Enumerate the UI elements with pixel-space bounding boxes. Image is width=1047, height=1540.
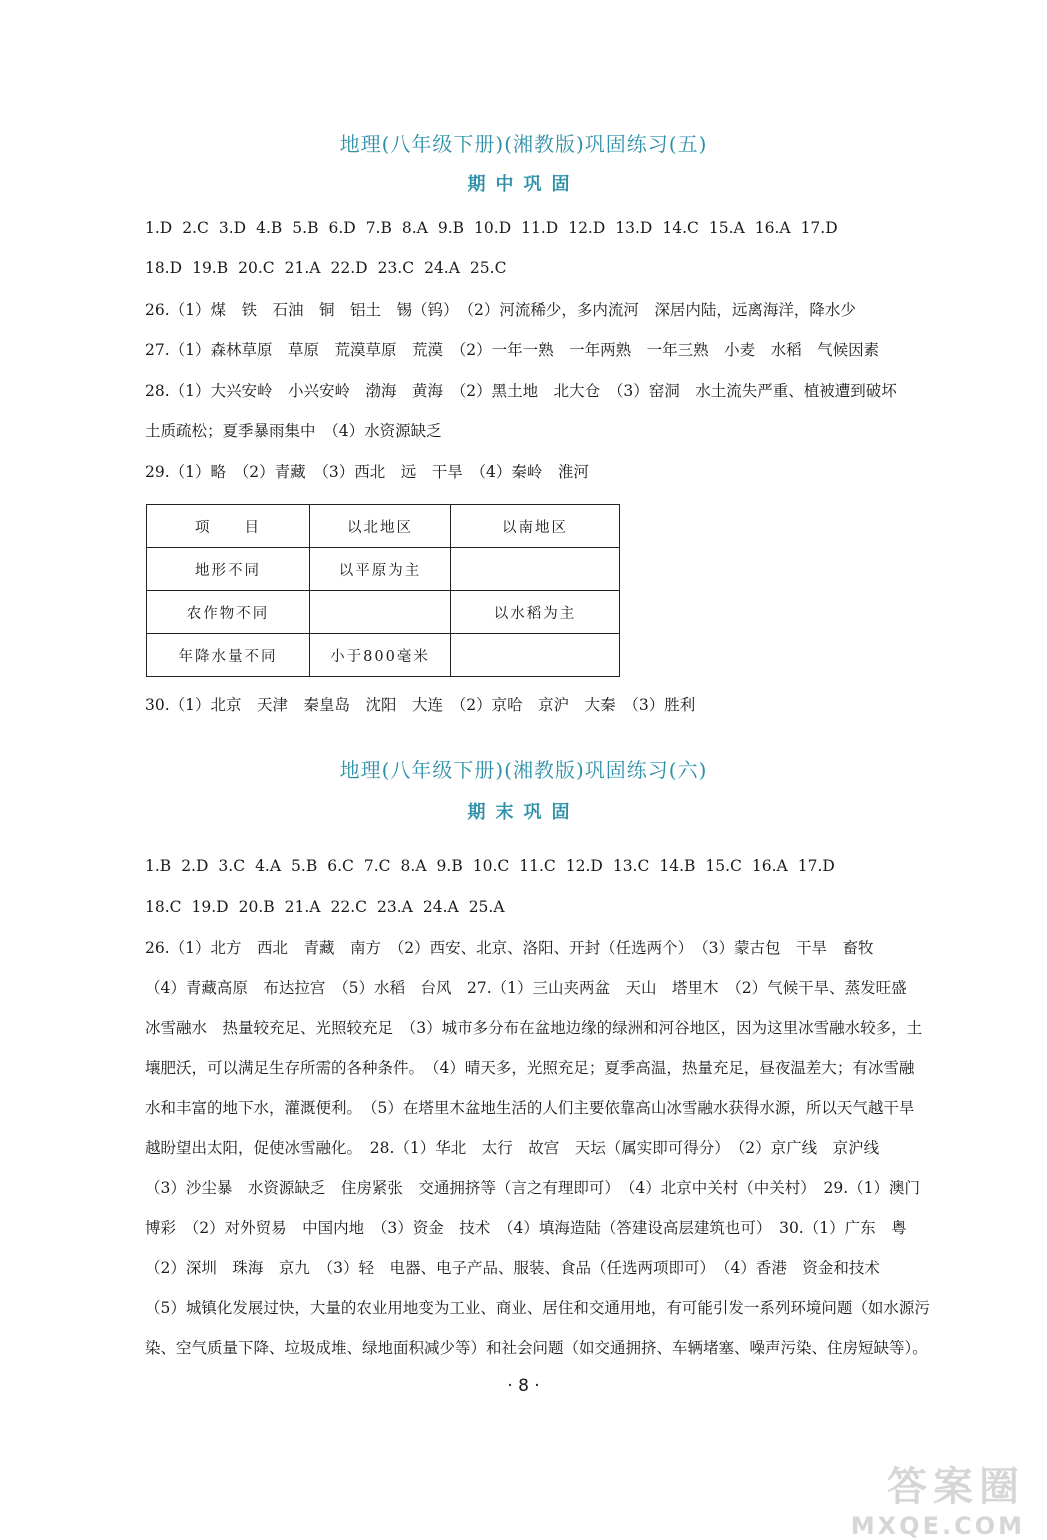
answer-item: 5.B	[292, 219, 319, 237]
answer-item: 22.D	[330, 259, 368, 277]
section1-title: 地理(八年级下册)(湘教版)巩固练习(五)	[339, 132, 708, 156]
section2-mc-row1	[145, 857, 985, 875]
table-header-row	[147, 505, 620, 548]
section2-line: （3）沙尘暴 水资源缺乏 住房紧张 交通拥挤等（言之有理即可） （4）北京中关村（中关村） 29.（1）澳门	[145, 1179, 920, 1197]
answer-item: 12.D	[568, 219, 606, 237]
table-header-cell: 以南地区	[451, 505, 620, 548]
answer-item: 13.D	[615, 219, 653, 237]
answer-item: 10.D	[474, 219, 512, 237]
section1-line: 土质疏松；夏季暴雨集中 （4）水资源缺乏	[145, 422, 442, 440]
answer-item: 25.C	[469, 259, 507, 277]
table-row	[147, 591, 620, 634]
answer-item: 6.C	[327, 857, 354, 875]
answer-item: 2.C	[182, 219, 209, 237]
answer-item: 19.B	[192, 259, 229, 277]
answer-item: 11.D	[521, 219, 559, 237]
table-row	[147, 548, 620, 591]
section1-subtitle: 期中巩固	[467, 174, 580, 195]
answer-item: 8.A	[401, 219, 428, 237]
section2-line: （4）青藏高原 布达拉宫 （5）水稻 台风 27.（1）三山夹两盆 天山 塔里木 （2）气候干旱、蒸发旺盛	[145, 979, 907, 997]
section2-line: 越盼望出太阳，促使冰雪融化。 28.（1）华北 太行 故宫 天坛（属实即可得分） （2）京广线 京沪线	[145, 1139, 880, 1157]
answer-item: 6.D	[328, 219, 356, 237]
table-cell: 以水稻为主	[451, 591, 620, 634]
watermark-text: 答案圈	[887, 1464, 1025, 1510]
answer-item: 21.A	[284, 898, 321, 916]
answer-item: 11.C	[519, 857, 556, 875]
section1-line: 27.（1）森林草原 草原 荒漠草原 荒漠 （2）一年一熟 一年两熟 一年三熟 小麦 水稻 气候因素	[145, 341, 880, 359]
answer-item: 3.C	[218, 857, 246, 875]
table-cell: 小于800毫米	[310, 634, 451, 677]
section2-line: 博彩 （2）对外贸易 中国内地 （3）资金 技术 （4）填海造陆（答建设高层建筑也可） 30.（1）广东 粤	[145, 1219, 907, 1237]
answer-item: 2.D	[181, 857, 209, 875]
answer-item: 24.A	[424, 259, 460, 277]
section2-line: （2）深圳 珠海 京九 （3）轻 电器、电子产品、服装、食品（任选两项即可） （4）香港 资金和技术	[145, 1259, 880, 1277]
section1-mc-row2	[145, 259, 985, 277]
answer-item: 12.D	[565, 857, 603, 875]
table-cell	[310, 591, 451, 634]
section2-line: 染、空气质量下降、垃圾成堆、绿地面积减少等）和社会问题（如交通拥挤、车辆堵塞、噪声污染、住房短缺等）。	[145, 1339, 928, 1357]
answer-item: 7.B	[365, 219, 392, 237]
answer-item: 21.A	[284, 259, 321, 277]
table-cell: 以平原为主	[310, 548, 451, 591]
answer-item: 15.A	[708, 219, 745, 237]
table-header-cell: 以北地区	[310, 505, 451, 548]
watermark-url: MXQE.COM	[850, 1512, 1025, 1540]
answer-item: 3.D	[218, 219, 247, 237]
answer-item: 18.D	[145, 259, 183, 277]
answer-item: 20.C	[238, 259, 275, 277]
section2-line: 壤肥沃，可以满足生存所需的各种条件。 （4）晴天多，光照充足；夏季高温，热量充足，昼夜温差大；有冰雪融	[145, 1059, 915, 1077]
table-cell: 年降水量不同	[147, 634, 310, 677]
table-cell	[451, 548, 620, 591]
answer-item: 9.B	[437, 219, 465, 237]
table-header-cell: 项 目	[147, 505, 310, 548]
table-cell: 地形不同	[147, 548, 310, 591]
section2-line: （5）城镇化发展过快，大量的农业用地变为工业、商业、居住和交通用地，有可能引发一系列环境问题（如水源污	[145, 1299, 930, 1317]
section2-subtitle: 期末巩固	[467, 802, 580, 823]
answer-item: 9.B	[436, 857, 463, 875]
answer-item: 20.B	[238, 898, 275, 916]
section1-line: 26.（1）煤 铁 石油 铜 铝土 锡（钨） （2）河流稀少，多内流河 深居内陆，远离海洋，降水少	[145, 301, 856, 319]
answer-item: 10.C	[472, 857, 510, 875]
answer-item: 1.B	[145, 857, 172, 875]
answer-item: 17.D	[800, 219, 838, 237]
watermark-logo	[851, 1455, 1025, 1540]
answer-item: 22.C	[330, 898, 367, 916]
page-number: · 8 ·	[507, 1376, 540, 1396]
answer-item: 4.B	[256, 219, 283, 237]
comparison-table	[146, 504, 620, 677]
section1-line: 28.（1）大兴安岭 小兴安岭 渤海 黄海 （2）黑土地 北大仓 （3）窑洞 水土流失严重、植被遭到破坏	[145, 382, 897, 400]
answer-item: 8.A	[400, 857, 427, 875]
answer-item: 7.C	[363, 857, 391, 875]
table-cell: 农作物不同	[147, 591, 310, 634]
answer-item: 19.D	[191, 898, 229, 916]
section1-line: 29.（1）略 （2）青藏 （3）西北 远 干旱 （4）秦岭 淮河	[145, 463, 589, 481]
answer-item: 14.B	[659, 857, 696, 875]
answer-item: 5.B	[291, 857, 318, 875]
answer-item: 17.D	[797, 857, 835, 875]
answer-item: 4.A	[255, 857, 282, 875]
section2-line: 水和丰富的地下水，灌溉便利。 （5）在塔里木盆地生活的人们主要依靠高山冰雪融水获得水源，所以天气越干旱	[145, 1099, 915, 1117]
section1-mc-row1	[145, 219, 985, 237]
answer-item: 15.C	[705, 857, 742, 875]
answer-item: 16.A	[754, 219, 791, 237]
answer-item: 1.D	[145, 219, 173, 237]
answer-item: 13.C	[612, 857, 650, 875]
answer-item: 16.A	[751, 857, 788, 875]
answer-item: 24.A	[422, 898, 459, 916]
answer-item: 23.C	[377, 259, 415, 277]
section2-line: 冰雪融水 热量较充足、光照较充足 （3）城市多分布在盆地边缘的绿洲和河谷地区，因为这里冰雪融水较多，土	[145, 1019, 923, 1037]
answer-item: 23.A	[377, 898, 413, 916]
section2-mc-row2	[145, 898, 985, 916]
answer-item: 14.C	[662, 219, 699, 237]
answer-item: 18.C	[145, 898, 182, 916]
answer-item: 25.A	[468, 898, 505, 916]
section2-title: 地理(八年级下册)(湘教版)巩固练习(六)	[339, 758, 708, 782]
section2-line: 26.（1）北方 西北 青藏 南方 （2）西安、北京、洛阳、开封（任选两个） （3）蒙古包 干旱 畜牧	[145, 939, 874, 957]
table-row	[147, 634, 620, 677]
section1-line30: 30.（1）北京 天津 秦皇岛 沈阳 大连 （2）京哈 京沪 大秦 （3）胜利	[145, 696, 696, 714]
table-cell	[451, 634, 620, 677]
